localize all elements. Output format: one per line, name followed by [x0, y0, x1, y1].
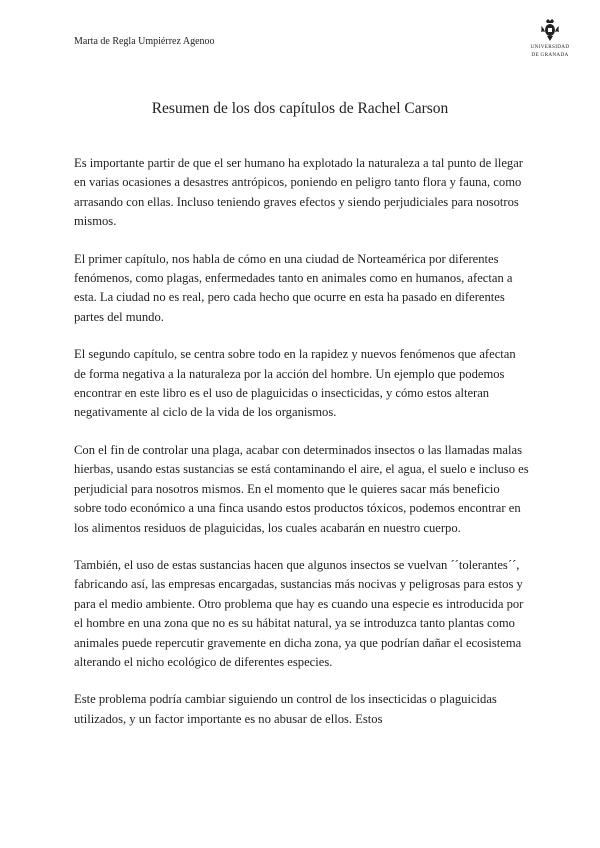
paragraph: Es importante partir de que el ser humano ha explotado la naturaleza a tal punto de llegar en varias ocasiones a desastres antrópicos, poniendo en peligro tanto flora y fauna, como arrasando con ellas. Incluso teniendo graves efectos y siendo perjudiciales para nosotros mismos. [74, 156, 524, 229]
paragraph: El segundo capítulo, se centra sobre todo en la rapidez y nuevos fenómenos que afectan de forma negativa a la naturaleza por la acción del hombre. Un ejemplo que podemos encontrar en este libro es el uso de plaguicidas o insecticidas, y cómo estos alteran negativamente al ciclo de la vida de los organismos. [74, 347, 516, 420]
logo-text-line2: DE GRANADA [531, 52, 569, 58]
document-title: Resumen de los dos capítulos de Rachel Carson [151, 100, 449, 117]
paragraph: También, el uso de estas sustancias hacen que algunos insectos se vuelvan ´´tolerantes´´, fabricando así, las empresas encargadas, sustancias más nocivas y peligrosas para estos y para el medio ambiente. Otro problema que hay es cuando una especie es introducida por el hombre en una zona que no es su hábitat natural, ya se introduzca tanto plantas como animales puede repercutir gravemente en dicha zona, ya que podrían dañar el ecosistema alterando el nicho ecológico de diferentes especies. [74, 557, 524, 669]
paragraph: El primer capítulo, nos habla de cómo en una ciudad de Norteamérica por diferentes fenómenos, como plagas, enfermedades tanto en animales como en humanos, afectan a esta. La ciudad no es real, pero cada hecho que ocurre en esta ha pasado en diferentes partes del mundo. [74, 251, 513, 324]
paragraph: Este problema podría cambiar siguiendo un control de los insecticidas o plaguicidas utilizados, y un factor importante es no abusar de ellos. Estos [74, 692, 497, 726]
coat-of-arms-icon [539, 18, 561, 42]
author-name: Marta de Regla Umpiérrez Agenoo [74, 36, 215, 47]
document-body [74, 154, 530, 747]
paragraph: Con el fin de controlar una plaga, acabar con determinados insectos o las llamadas malas hierbas, usando estas sustancias se está contaminando el aire, el agua, el suelo e incluso es perjudicial para nosotros mismos. En el momento que le quieres sacar más beneficio sobre todo económico a una finca usando estos productos tóxicos, podemos encontrar en los alimentos residuos de plaguicidas, los cuales acabarán en nuestro cuerpo. [74, 442, 529, 535]
university-logo [530, 18, 570, 58]
logo-text-line1: UNIVERSIDAD [530, 44, 570, 50]
